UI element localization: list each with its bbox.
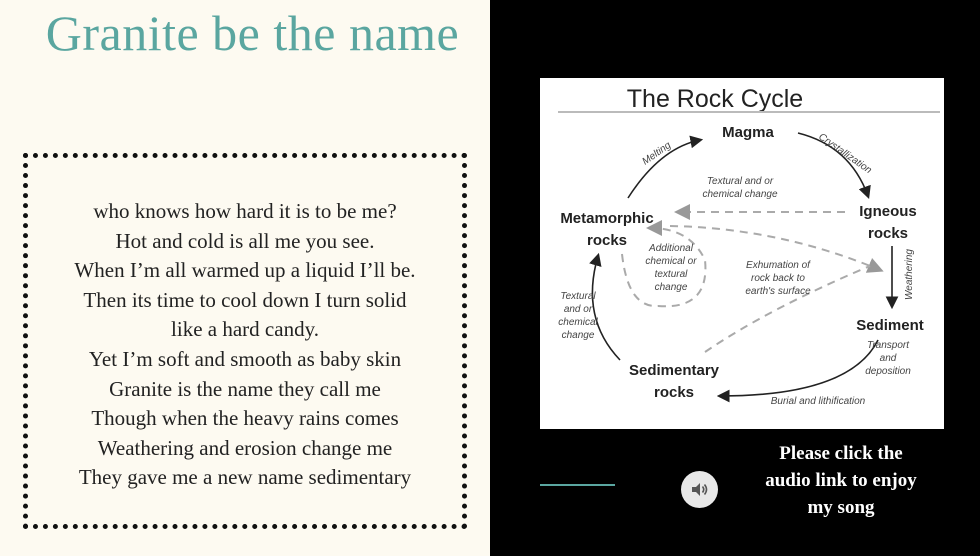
page-title <box>0 4 505 62</box>
label-textural-left-4: change <box>561 330 595 341</box>
title-text: Granite be the name <box>45 5 460 61</box>
poem-text <box>28 197 462 493</box>
right-panel <box>490 0 980 556</box>
rock-cycle-svg <box>540 78 944 429</box>
poem-line: They gave me a new name sedimentary <box>78 465 412 490</box>
arrow-burial <box>720 340 878 396</box>
caption-line: my song <box>807 497 875 518</box>
audio-play-button[interactable] <box>681 471 718 508</box>
audio-progress-line[interactable] <box>540 484 615 486</box>
label-textural-top-1: Textural and or <box>706 176 774 187</box>
label-transport-3: deposition <box>865 366 911 377</box>
label-weathering: Weathering <box>904 249 915 300</box>
node-igneous-rocks: rocks <box>867 225 909 242</box>
poem-line: Yet I’m soft and smooth as baby skin <box>88 346 402 371</box>
arrow-metamorphism <box>592 256 620 360</box>
speaker-icon <box>690 480 709 499</box>
poem-frame <box>23 153 467 529</box>
label-melting: Melting <box>640 139 674 168</box>
node-magma: Magma <box>722 124 774 141</box>
node-sedimentary: Sedimentary <box>628 362 720 379</box>
node-sedimentary-rocks: rocks <box>653 384 695 401</box>
poem-line: Weathering and erosion change me <box>97 435 393 460</box>
label-crystallization: Crystallization <box>816 131 874 177</box>
label-additional-3: textural <box>654 269 688 280</box>
label-transport-2: and <box>879 353 897 364</box>
poem-line: When I’m all warmed up a liquid I’ll be. <box>74 258 416 283</box>
label-textural-left-3: chemical <box>558 317 598 328</box>
label-exhumation-1: Exhumation of <box>746 260 810 271</box>
poem-line: who knows how hard it is to be me? <box>93 199 397 223</box>
label-textural-left-1: Textural <box>560 291 596 302</box>
node-igneous: Igneous <box>859 203 917 220</box>
node-sediment: Sediment <box>856 317 924 334</box>
label-burial: Burial and lithification <box>770 396 866 407</box>
label-textural-top-2: chemical change <box>702 189 778 200</box>
poem-line: Then its time to cool down I turn solid <box>83 287 407 312</box>
arrow-dashed-loop <box>622 228 705 306</box>
poem-line: Hot and cold is all me you see. <box>115 228 375 253</box>
rock-cycle-diagram <box>540 78 944 429</box>
poem-line: like a hard candy. <box>171 317 319 342</box>
label-exhumation-2: rock back to <box>751 273 805 284</box>
audio-caption <box>746 440 936 521</box>
label-transport-1: Transport <box>866 340 910 351</box>
poem-line: Granite is the name they call me <box>109 376 381 401</box>
diagram-title: The Rock Cycle <box>626 85 804 113</box>
poem-line: Though when the heavy rains comes <box>91 406 399 431</box>
label-additional-2: chemical or <box>645 256 697 267</box>
node-metamorphic: Metamorphic <box>560 210 654 227</box>
label-textural-left-2: and or <box>563 304 593 315</box>
caption-line: Please click the <box>779 443 903 464</box>
label-additional-1: Additional <box>649 243 693 254</box>
node-metamorphic-rocks: rocks <box>586 232 628 249</box>
label-exhumation-3: earth's surface <box>745 286 811 297</box>
caption-line: audio link to enjoy <box>765 470 917 491</box>
label-additional-4: change <box>654 282 688 293</box>
